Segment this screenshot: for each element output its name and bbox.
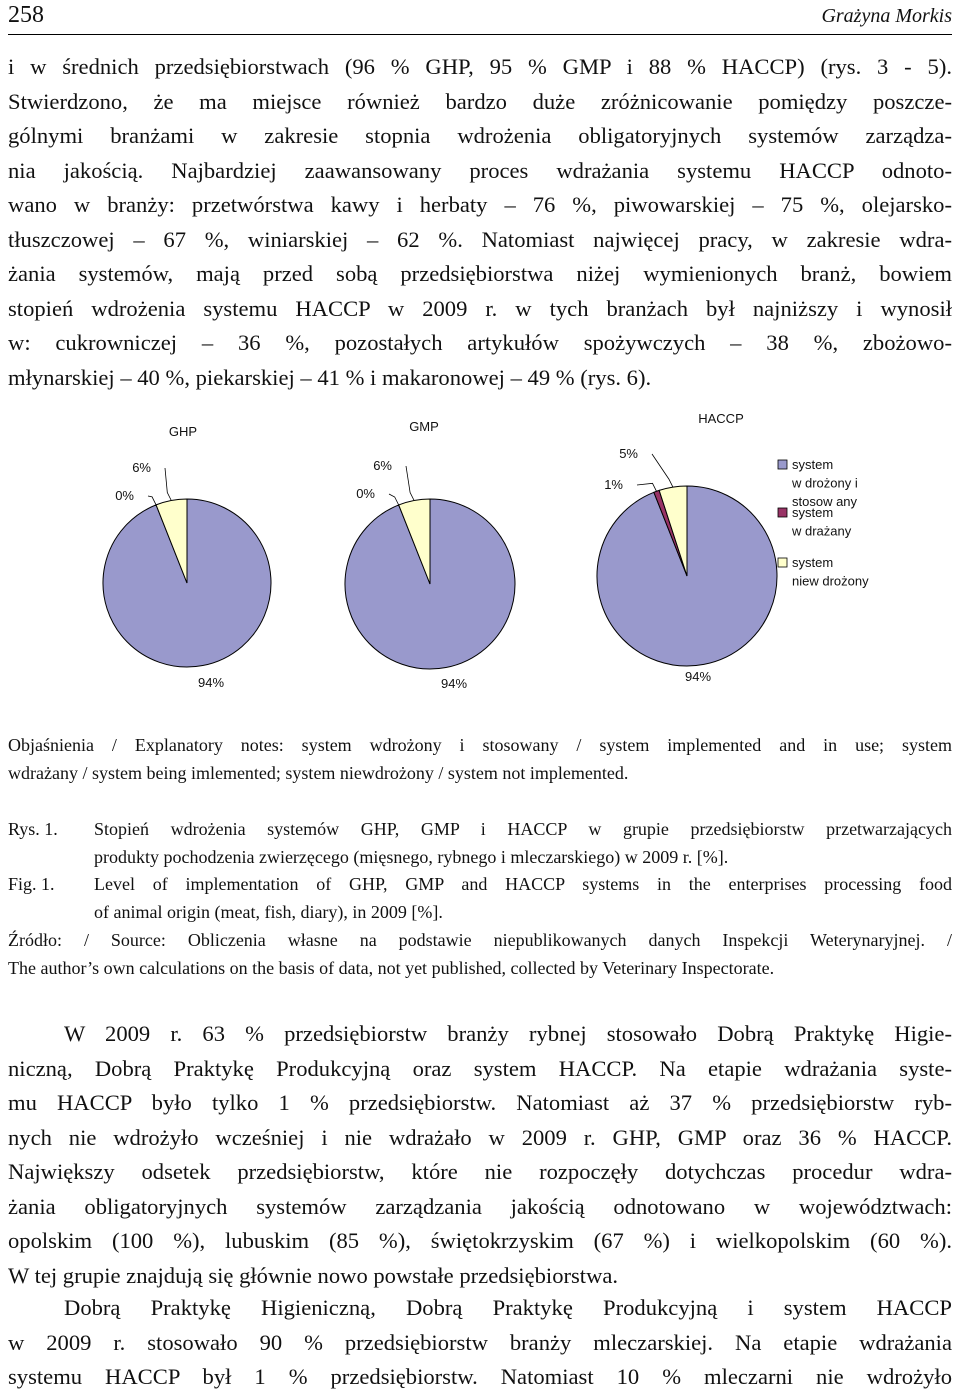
pie-title: HACCP bbox=[698, 411, 744, 426]
text-line: i w średnich przedsiębiorstwach (96 % GHP, 95 % GMP i 88 % HACCP) (rys. 3 - 5). bbox=[8, 54, 952, 79]
caption-text-pl: Stopień wdrożenia systemów GHP, GMP i HACCP w grupie przedsiębiorstw przetwarzających bbox=[94, 819, 952, 839]
slice-label: 94% bbox=[684, 669, 712, 684]
leader-line bbox=[652, 454, 673, 487]
text-line: Największy odsetek przedsiębiorstw, które nie rozpoczęły dotychczas procedur wdra- bbox=[8, 1159, 952, 1184]
text-line: Dobrą Praktykę Higieniczną, Dobrą Praktykę Produkcyjną i system HACCP bbox=[64, 1295, 952, 1320]
leader-line bbox=[637, 483, 657, 491]
leader-line bbox=[389, 494, 399, 505]
text-line: nia jakością. Najbardziej zaawansowany proces wdrażania systemu HACCP odnoto- bbox=[8, 157, 952, 183]
text-line: w 2009 r. stosowało 90 % przedsiębiorstw branży mleczarskiej. Na etapie wdrażania bbox=[8, 1329, 952, 1355]
legend-label: niew drożony bbox=[792, 573, 869, 589]
notes-line: wdrażany / system being imlemented; system niewdrożony / system not implemented. bbox=[8, 762, 629, 783]
notes-line: Objaśnienia / Explanatory notes: system wdrożony i stosowany / system implemented and in use; system bbox=[8, 735, 952, 755]
text-line: gólnymi branżami w zakresie stopnia wdrożenia obligatoryjnych systemów zarządza- bbox=[8, 123, 952, 148]
text-line: żania systemów, mają przed sobą przedsiębiorstwa niżej wymienionych branż, bowiem bbox=[8, 261, 952, 286]
legend-label: w drażany bbox=[792, 523, 852, 539]
text-line: systemu HACCP był 1 % przedsiębiorstw. Natomiast 10 % mleczarni nie wdrożyło bbox=[8, 1364, 952, 1389]
caption-text-pl: produkty pochodzenia zwierzęcego (mięsnego, rybnego i mleczarskiego) w 2009 r. [%]. bbox=[94, 846, 729, 867]
caption-text-en: of animal origin (meat, fish, diary), in 2009 [%]. bbox=[94, 901, 443, 922]
text-line: młynarskiej – 40 %, piekarskiej – 41 % i makaronowej – 49 % (rys. 6). bbox=[8, 364, 652, 390]
slice-label: 94% bbox=[197, 675, 225, 690]
caption-text-en: Level of implementation of GHP, GMP and HACCP systems in the enterprises processing food bbox=[94, 874, 952, 894]
legend-label: system bbox=[792, 457, 834, 472]
text-line: stopień wdrożenia systemu HACCP w 2009 r. w tych branżach był najniższy i wynosił bbox=[8, 295, 952, 321]
page-number: 258 bbox=[8, 2, 44, 28]
slice-label: 5% bbox=[619, 446, 638, 461]
legend-label: stosow any bbox=[792, 494, 858, 509]
legend-swatch bbox=[778, 508, 787, 517]
figure-captions bbox=[8, 816, 952, 926]
explanatory-notes bbox=[8, 732, 952, 787]
leader-line bbox=[406, 466, 414, 501]
page-header bbox=[8, 0, 952, 35]
slice-label: 1% bbox=[604, 477, 623, 492]
source-note bbox=[8, 927, 952, 982]
text-line: W tej grupie znajdują się głównie nowo powstałe przedsiębiorstwa. bbox=[8, 1262, 619, 1288]
running-head-author: Grażyna Morkis bbox=[821, 5, 952, 27]
legend-label: system bbox=[792, 555, 834, 570]
legend-label: system bbox=[792, 505, 834, 520]
text-line: żania obligatoryjnych systemów zarządzania jakością odnotowano w województwach: bbox=[8, 1193, 952, 1219]
legend-swatch bbox=[778, 460, 787, 469]
text-line: opolskim (100 %), lubuskim (85 %), świętokrzyskim (67 %) i wielkopolskim (60 %). bbox=[8, 1228, 952, 1253]
caption-label-fig: Fig. 1. bbox=[8, 874, 55, 894]
leader-line bbox=[148, 496, 156, 505]
text-line: W 2009 r. 63 % przedsiębiorstw branży rybnej stosowało Dobrą Praktykę Higie- bbox=[64, 1021, 952, 1046]
text-line: nych nie wdrożyło wcześniej i nie wdrażało w 2009 r. GHP, GMP oraz 36 % HACCP. bbox=[8, 1124, 952, 1150]
slice-label: 94% bbox=[440, 676, 468, 691]
slice-label: 6% bbox=[373, 458, 392, 473]
pie-title: GMP bbox=[409, 419, 439, 434]
text-line: mu HACCP było tylko 1 % przedsiębiorstw. Natomiast aż 37 % przedsiębiorstw ryb- bbox=[8, 1090, 952, 1115]
paragraph-1 bbox=[8, 50, 952, 395]
slice-label: 0% bbox=[356, 486, 375, 501]
paragraph-2 bbox=[8, 1017, 952, 1293]
text-line: wano w branży: przetwórstwa kawy i herbaty – 76 %, piwowarskiej – 75 %, olejarsko- bbox=[8, 192, 952, 217]
leader-line bbox=[165, 468, 171, 501]
source-line: Źródło: / Source: Obliczenia własne na podstawie niepublikowanych danych Inspekcji Weterynaryjnej. / bbox=[8, 930, 952, 950]
paragraph-3 bbox=[8, 1291, 952, 1395]
text-line: niczną, Dobrą Praktykę Produkcyjną oraz system HACCP. Na etapie wdrażania syste- bbox=[8, 1055, 952, 1081]
source-line: The author’s own calculations on the basis of data, not yet published, collected by Veterinary Inspectorate. bbox=[8, 957, 775, 978]
caption-label-rys: Rys. 1. bbox=[8, 819, 58, 839]
legend-swatch bbox=[778, 558, 787, 567]
text-line: w: cukrowniczej – 36 %, pozostałych artykułów spożywczych – 38 %, zbożowo- bbox=[8, 330, 952, 355]
slice-label: 0% bbox=[115, 488, 134, 503]
pie-title: GHP bbox=[168, 424, 198, 439]
figure-pie-charts bbox=[0, 400, 960, 720]
text-line: Stwierdzono, że ma miejsce również bardzo duże zróżnicowanie pomiędzy poszcze- bbox=[8, 88, 952, 114]
text-line: tłuszczowej – 67 %, winiarskiej – 62 %. Natomiast najwięcej pracy, w zakresie wdra- bbox=[8, 226, 952, 252]
legend-label: w drożony i bbox=[792, 475, 858, 491]
slice-label: 6% bbox=[132, 460, 151, 475]
